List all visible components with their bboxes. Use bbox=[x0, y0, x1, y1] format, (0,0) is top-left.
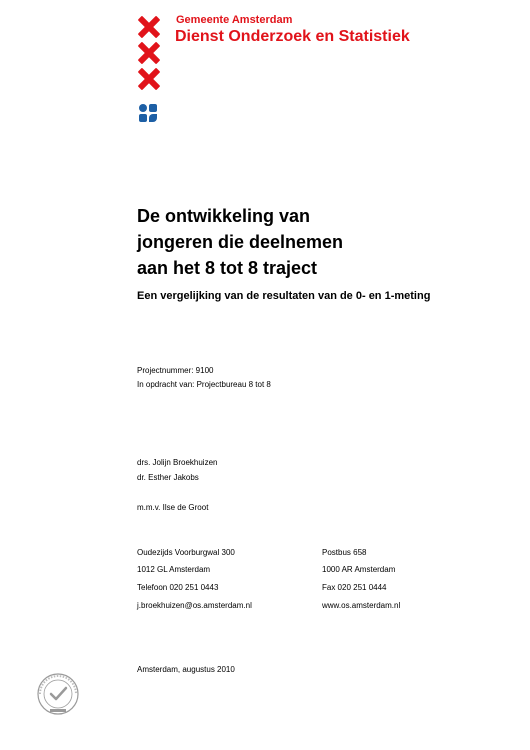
contact-address: Oudezijds Voorburgwal 300 bbox=[137, 548, 235, 557]
contact-postcode-postal: 1000 AR Amsterdam bbox=[322, 565, 396, 574]
contact-email[interactable]: j.broekhuizen@os.amsterdam.nl bbox=[137, 601, 252, 610]
org-department-name: Dienst Onderzoek en Statistiek bbox=[175, 28, 410, 45]
title-line-3: aan het 8 tot 8 traject bbox=[137, 258, 318, 278]
title-line-2: jongeren die deelnemen bbox=[137, 232, 344, 252]
contact-postcode-visit: 1012 GL Amsterdam bbox=[137, 565, 211, 574]
contact-fax: Fax 020 251 0444 bbox=[322, 583, 387, 592]
author-1: drs. Jolijn Broekhuizen bbox=[137, 458, 218, 467]
report-title bbox=[137, 203, 343, 281]
title-line-1: De ontwikkeling van bbox=[137, 206, 311, 226]
certification-seal-icon bbox=[36, 672, 80, 716]
org-parent-name: Gemeente Amsterdam bbox=[176, 14, 293, 26]
project-client: In opdracht van: Projectbureau 8 tot 8 bbox=[137, 380, 271, 389]
assisted-by: m.m.v. Ilse de Groot bbox=[137, 503, 209, 512]
author-2: dr. Esther Jakobs bbox=[137, 473, 199, 482]
contact-phone: Telefoon 020 251 0443 bbox=[137, 583, 219, 592]
project-number: Projectnummer: 9100 bbox=[137, 366, 214, 375]
os-dots-logo-icon bbox=[137, 102, 159, 124]
three-red-crosses-icon bbox=[137, 14, 161, 94]
report-subtitle: Een vergelijking van de resultaten van de 0- en 1-meting bbox=[137, 290, 431, 302]
place-date: Amsterdam, augustus 2010 bbox=[137, 665, 235, 674]
contact-postbus: Postbus 658 bbox=[322, 548, 367, 557]
contact-website[interactable]: www.os.amsterdam.nl bbox=[322, 601, 401, 610]
